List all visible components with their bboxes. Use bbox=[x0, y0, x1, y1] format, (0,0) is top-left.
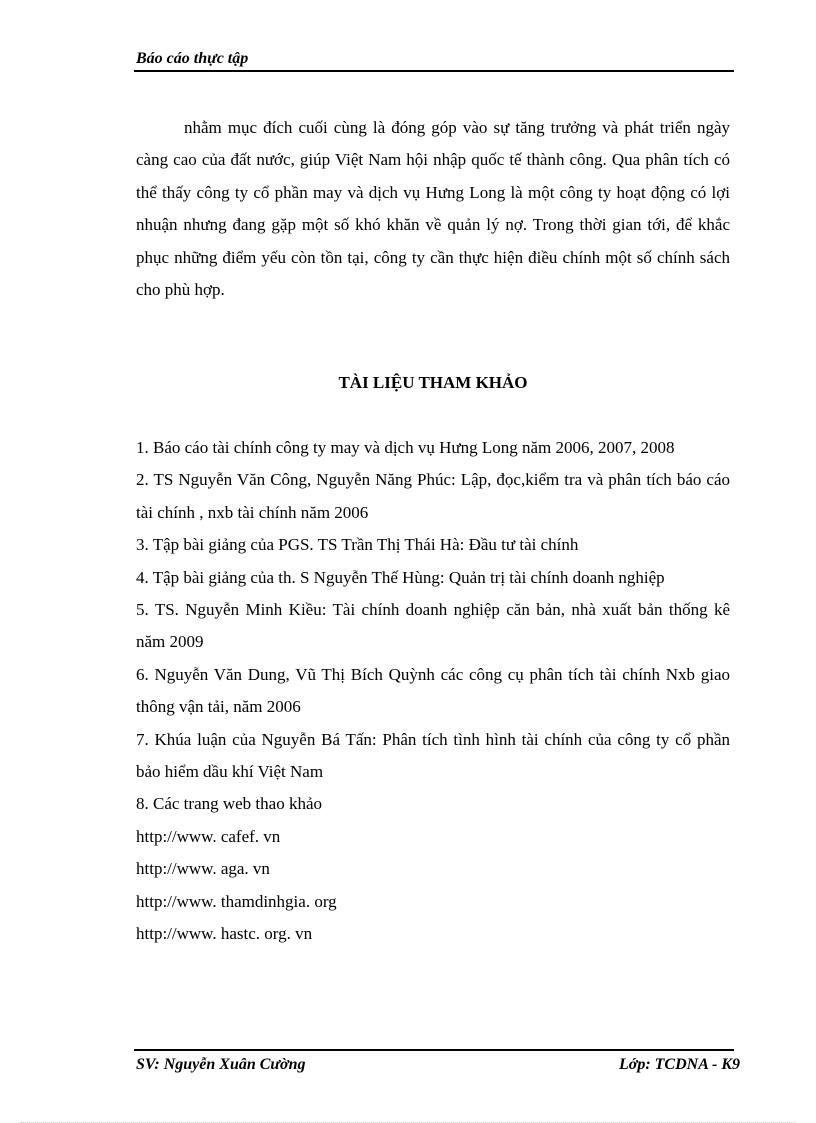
references-list bbox=[136, 432, 730, 951]
reference-item: 6. Nguyễn Văn Dung, Vũ Thị Bích Quỳnh các công cụ phân tích tài chính Nxb giao thông vận tải, năm 2006 bbox=[136, 664, 730, 717]
reference-url: http://www. thamdinhgia. org bbox=[136, 891, 337, 911]
reference-item: 5. TS. Nguyễn Minh Kiều: Tài chính doanh nghiệp căn bản, nhà xuất bản thống kê năm 2009 bbox=[136, 600, 730, 652]
reference-item: 7. Khúa luận của Nguyễn Bá Tấn: Phân tích tình hình tài chính của công ty cổ phần bảo hiểm dầu khí Việt Nam bbox=[136, 729, 730, 782]
page-header-title: Báo cáo thực tập bbox=[136, 50, 249, 67]
reference-url: http://www. hastc. org. vn bbox=[136, 924, 313, 944]
conclusion-paragraph: nhằm mục đích cuối cùng là đóng góp vào sự tăng trưởng và phát triển ngày càng cao của đất nước, giúp Việt Nam hội nhập quốc tế thành công. Qua phân tích có thể thấy công ty cổ phần may và dịch vụ Hưng Long là một công ty hoạt động có lợi nhuận nhưng đang gặp một số khó khăn về quản lý nợ. Trong thời gian tới, để khắc phục những điểm yếu còn tồn tại, công ty cần thực hiện điều chính một số chính sách cho phù hợp. bbox=[136, 118, 730, 300]
reference-url: http://www. aga. vn bbox=[136, 859, 270, 879]
header-divider bbox=[134, 70, 734, 72]
reference-item: 3. Tập bài giảng của PGS. TS Trần Thị Thái Hà: Đầu tư tài chính bbox=[136, 535, 579, 555]
reference-item: 8. Các trang web thao khảo bbox=[136, 794, 322, 814]
footer-divider bbox=[134, 1049, 734, 1051]
footer-student-name: SV: Nguyễn Xuân Cường bbox=[136, 1056, 306, 1073]
reference-url: http://www. cafef. vn bbox=[136, 826, 281, 846]
reference-item: 1. Báo cáo tài chính công ty may và dịch vụ Hưng Long năm 2006, 2007, 2008 bbox=[136, 438, 675, 457]
reference-item: 4. Tập bài giảng của th. S Nguyễn Thế Hùng: Quản trị tài chính doanh nghiệp bbox=[136, 567, 665, 587]
footer-class: Lớp: TCDNA - K9 bbox=[618, 1056, 740, 1073]
reference-item: 2. TS Nguyễn Văn Công, Nguyễn Năng Phúc: Lập, đọc,kiểm tra và phân tích báo cáo tài chính , nxb tài chính năm 2006 bbox=[136, 470, 730, 522]
references-heading: TÀI LIỆU THAM KHẢO bbox=[338, 373, 528, 392]
